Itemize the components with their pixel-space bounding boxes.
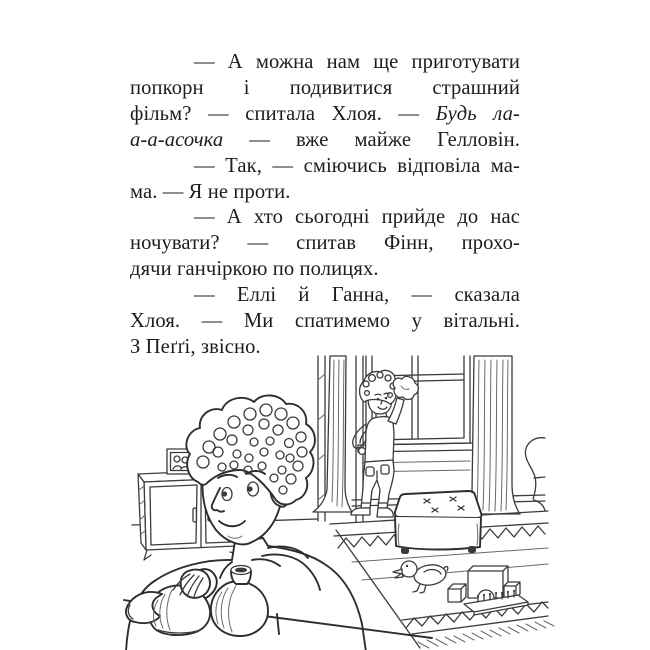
text-segment: попкорн і подивитися страшний	[130, 76, 520, 99]
cleaning-cloth	[393, 376, 418, 399]
text-segment: — Еллі й Ганна, — сказала	[194, 284, 520, 307]
text-segment: а-а-асочка	[130, 128, 224, 151]
text-segment: Хлоя. — Ми спатимемо у вітальні.	[130, 310, 520, 333]
text-segment: — вже майже Гелловін.	[223, 128, 520, 151]
toy-duck	[393, 561, 448, 593]
text-segment: — А хто сьогодні прийде до нас	[194, 206, 520, 229]
text-segment: ночувати? — спитав Фінн, прохо-	[130, 232, 520, 255]
text-segment: ма. — Я не проти.	[130, 180, 291, 203]
armchair-partial	[525, 438, 545, 511]
text-segment: — Так, — сміючись відповіла ма-	[194, 154, 520, 177]
ottoman	[395, 491, 482, 554]
text-segment: З Пеґґі, звісно.	[130, 335, 261, 358]
text-segment: Будь ла-	[435, 102, 520, 125]
text-segment: дячи ганчіркою по полицях.	[130, 258, 379, 281]
text-segment: — А можна нам ще приготувати	[194, 51, 520, 73]
text-segment: фільм? — спитала Хлоя. —	[130, 102, 436, 125]
